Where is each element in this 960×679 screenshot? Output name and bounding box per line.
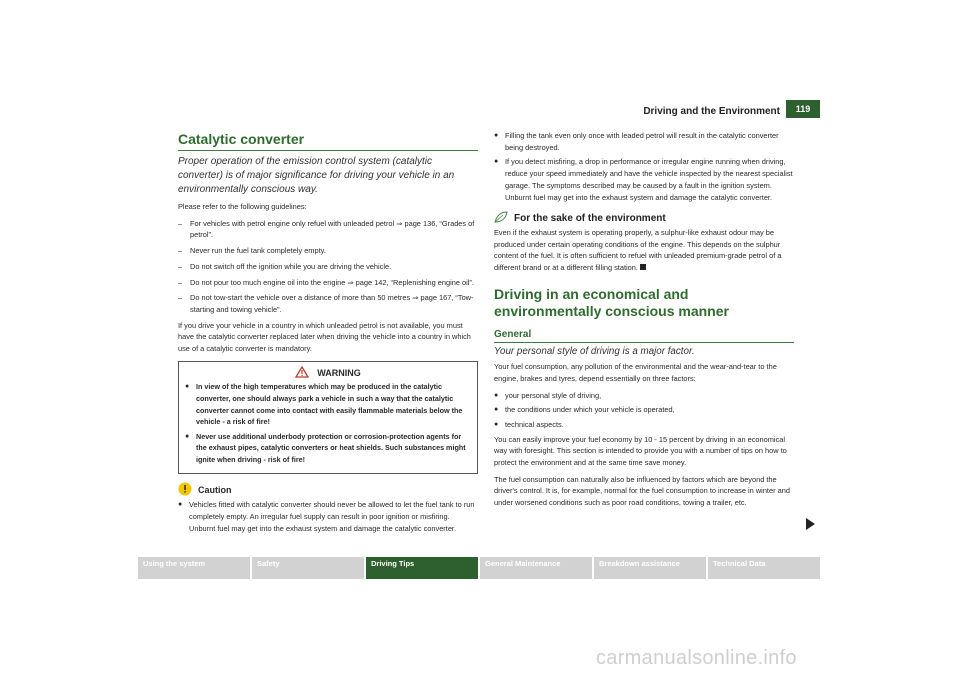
caution-item: ● Vehicles fitted with catalytic converter should never be allowed to let the fuel tank to run completely empty. An irregular fuel supply can result in poor ignition or misfiring. Unburnt fuel may get into the exhaust system and damage the catalytic converter. [178, 500, 475, 533]
tab-using-the-system[interactable]: Using the system [138, 557, 250, 579]
subsection-intro: Your personal style of driving is a major factor. [494, 346, 695, 358]
running-header: Driving and the Environment [643, 106, 780, 117]
guidelines-lead: Please refer to the following guidelines: [178, 202, 307, 211]
list-item: – Do not tow-start the vehicle over a distance of more than 50 metres ⇒ page 167, “Tow-starting and towing vehicle”. [178, 293, 474, 314]
consumption-paragraph: The fuel consumption can naturally also be influenced by factors which are beyond the driver's control. It is, for example, normal for the fuel consumption to increase in winter and under worsened conditions such as poor road conditions, towing a trailer, etc. [494, 474, 790, 508]
tab-safety[interactable]: Safety [252, 557, 364, 579]
list-item: ● your personal style of driving, [494, 390, 602, 400]
guidelines-list [178, 218, 478, 316]
warning-triangle-icon [295, 366, 309, 378]
list-item: ● If you detect misfiring, a drop in performance or irregular engine running when driving, reduce your speed immediately and have the vehicle inspected by the nearest specialist garage. The symptoms described may be caused by a fault in the ignition system. Unburnt fuel may get into the exhaust system and damage the catalytic converter. [494, 157, 793, 202]
tab-technical-data[interactable]: Technical Data [708, 557, 820, 579]
page-number: 119 [786, 100, 820, 118]
warning-item: ● Never use additional underbody protection or corrosion-protection agents for the exhaust pipes, catalytic converters or heat shields. Such substances might ignite when driving - risk of fire! [185, 431, 466, 464]
list-item: – Never run the fuel tank completely empty. [178, 246, 326, 256]
left-column [178, 130, 478, 537]
tab-general-maintenance[interactable]: General Maintenance [480, 557, 592, 579]
section-title-catalytic: Catalytic converter [178, 131, 305, 147]
economy-paragraph: You can easily improve your fuel economy by 10 - 15 percent by driving in an economical way with foresight. This section is intended to provide you with a number of tips on how to protect the environment and at the same time save money. [494, 434, 787, 468]
factors-paragraph: Your fuel consumption, any pollution of the environmental and the wear-and-tear to the engine, brakes and tyres, depend essentially on three factors: [494, 362, 777, 383]
warning-box [178, 361, 478, 475]
right-column [494, 130, 794, 514]
warning-heading: WARNING [185, 366, 471, 380]
section-intro: Proper operation of the emission control system (catalytic converter) is of major significance for driving your vehicle in an environmentally conscious way. [178, 156, 455, 195]
tab-driving-tips[interactable]: Driving Tips [366, 557, 478, 579]
end-marker [640, 264, 646, 270]
environment-text: Even if the exhaust system is operating properly, a sulphur-like exhaust odour may be produced under certain operating conditions of the engine. This depends on the sulphur content of the fuel. It is often sufficient to refuel with unleaded premium-grade petrol of a different brand or at a different filling station. [494, 227, 782, 273]
warning-item: ● In view of the high temperatures which may be produced in the catalytic converter, one should always park a vehicle in such a way that the catalytic converter cannot come into contact with easily flammable materials below the vehicle - a risk of fire! [185, 382, 463, 427]
footer-nav [138, 557, 822, 579]
list-item: – For vehicles with petrol engine only refuel with unleaded petrol ⇒ page 136, “Grades of petrol”. [178, 218, 475, 240]
caution-heading: Caution [178, 482, 478, 497]
tab-breakdown-assistance[interactable]: Breakdown assistance [594, 557, 706, 579]
leaf-icon [494, 211, 508, 223]
list-item: ● the conditions under which your vehicle is operated, [494, 405, 675, 415]
next-page-arrow-icon[interactable] [806, 518, 815, 530]
subsection-title: General [494, 328, 532, 340]
subsection-rule [494, 342, 794, 343]
caution-circle-icon [178, 482, 192, 496]
environment-heading: For the sake of the environment [494, 211, 794, 225]
list-item: ● Filling the tank even only once with leaded petrol will result in the catalytic converter being destroyed. [494, 131, 779, 152]
title-rule [178, 150, 478, 151]
section-title-economical: Driving in an economical and environmentally conscious manner [494, 285, 729, 319]
unleaded-paragraph: If you drive your vehicle in a country in which unleaded petrol is not available, you must have the catalytic converter replaced later when driving the vehicle into a country in which use of a catalytic converter is mandatory. [178, 320, 471, 354]
list-item: ● technical aspects. [494, 419, 564, 429]
list-item: – Do not switch off the ignition while you are driving the vehicle. [178, 261, 392, 271]
watermark: carmanualsonline.info [596, 647, 797, 669]
list-item: – Do not pour too much engine oil into the engine ⇒ page 142, “Replenishing engine oil”. [178, 277, 474, 287]
